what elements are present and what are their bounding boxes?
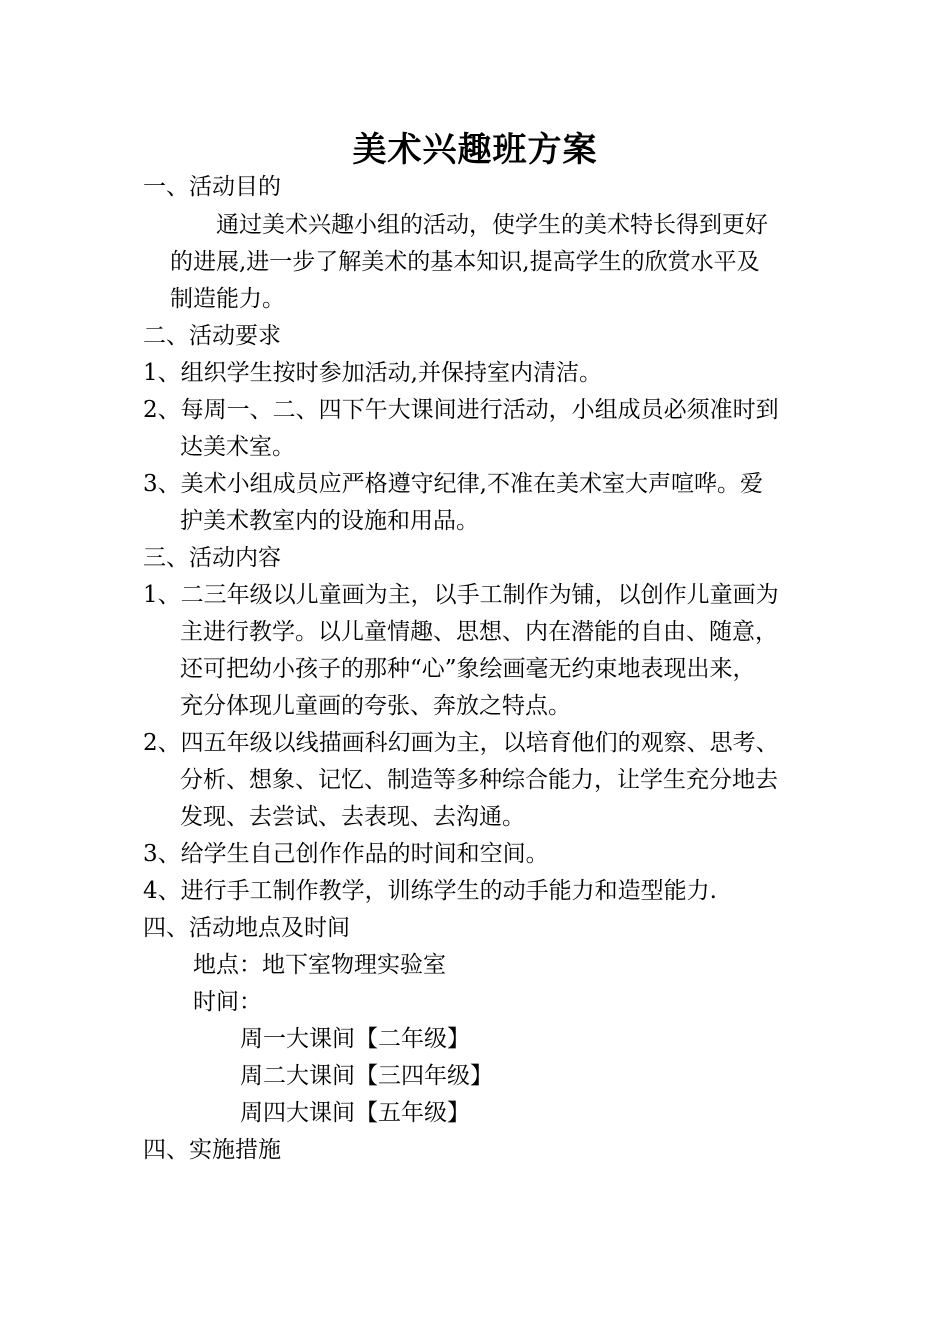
- list-item: 4、进行手工制作教学，训练学生的动手能力和造型能力.: [143, 878, 717, 904]
- section-heading-location-time: 四、活动地点及时间: [143, 915, 350, 941]
- list-item-continuation: 发现、去尝试、去表现、去沟通。: [180, 804, 525, 830]
- section-heading-purpose: 一、活动目的: [143, 174, 281, 200]
- list-item: 2、四五年级以线描画科幻画为主，以培育他们的观察、思考、: [143, 730, 779, 756]
- list-item-continuation: 分析、想象、记忆、制造等多种综合能力，让学生充分地去: [180, 767, 778, 793]
- list-item: 2、每周一、二、四下午大课间进行活动，小组成员必须准时到: [143, 397, 779, 423]
- paragraph-line: 的进展,进一步了解美术的基本知识,提高学生的欣赏水平及: [170, 249, 760, 275]
- schedule-item: 周四大课间【五年级】: [240, 1100, 470, 1126]
- section-heading-measures: 四、实施措施: [143, 1137, 281, 1163]
- list-item-continuation: 主进行教学。以儿童情趣、思想、内在潜能的自由、随意，: [180, 619, 778, 645]
- schedule-item: 周一大课间【二年级】: [240, 1026, 470, 1052]
- list-item-continuation: 护美术教室内的设施和用品。: [180, 508, 479, 534]
- list-item: 1、二三年级以儿童画为主，以手工制作为铺，以创作儿童画为: [143, 582, 779, 608]
- list-item-continuation: 充分体现儿童画的夸张、奔放之特点。: [180, 693, 571, 719]
- location-line: 地点：地下室物理实验室: [193, 952, 446, 978]
- list-item-continuation: 还可把幼小孩子的那种“心”象绘画毫无约束地表现出来，: [180, 656, 756, 682]
- section-heading-requirements: 二、活动要求: [143, 323, 281, 349]
- list-item: 3、美术小组成员应严格遵守纪律,不准在美术室大声喧哗。爱: [143, 471, 763, 497]
- section-heading-content: 三、活动内容: [143, 545, 281, 571]
- paragraph-line: 制造能力。: [170, 286, 285, 312]
- document-title: 美术兴趣班方案: [352, 130, 598, 170]
- list-item: 3、给学生自己创作作品的时间和空间。: [143, 841, 549, 867]
- schedule-item: 周二大课间【三四年级】: [240, 1063, 493, 1089]
- list-item-continuation: 达美术室。: [180, 434, 295, 460]
- list-item: 1、组织学生按时参加活动,并保持室内清洁。: [143, 360, 602, 386]
- paragraph-line: 通过美术兴趣小组的活动，使学生的美术特长得到更好: [216, 212, 768, 238]
- time-label: 时间：: [193, 989, 262, 1015]
